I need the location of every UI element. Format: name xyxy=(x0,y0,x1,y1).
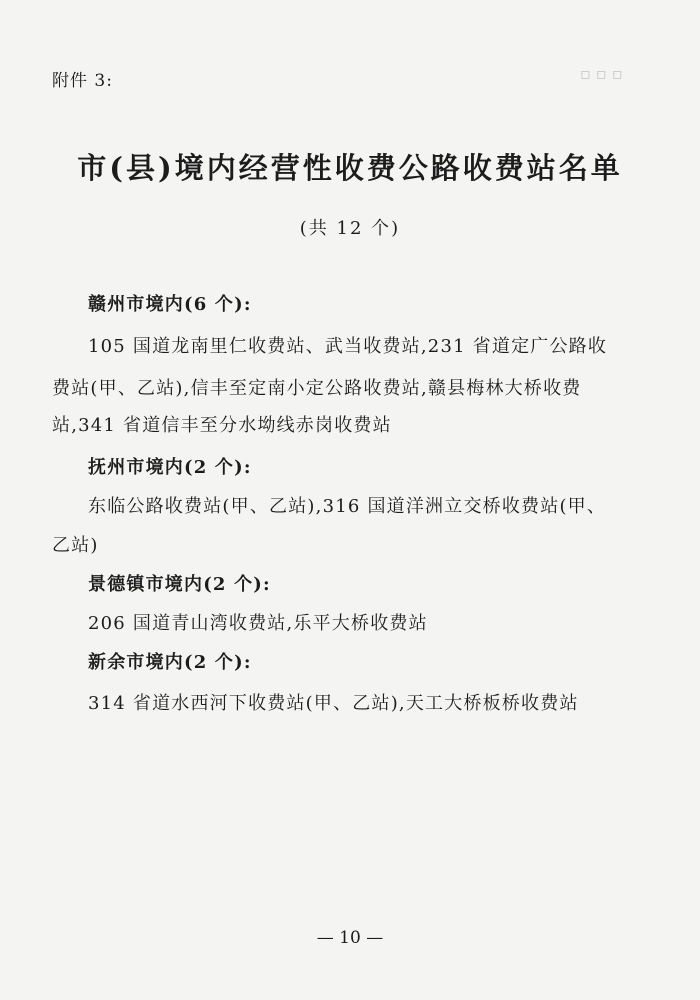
page-number: — 10 — xyxy=(316,928,384,948)
page-title: 市(县)境内经营性收费公路收费站名单 xyxy=(77,151,623,185)
section-heading-xinyu: 新余市境内(2 个): xyxy=(88,652,252,673)
section-text-fuzhou-line1: 东临公路收费站(甲、乙站),316 国道洋洲立交桥收费站(甲、 xyxy=(88,496,607,517)
section-text-ganzhou-line2: 费站(甲、乙站),信丰至定南小定公路收费站,赣县梅林大桥收费 xyxy=(52,378,582,399)
attachment-label: 附件 3: xyxy=(52,71,113,91)
section-heading-fuzhou: 抚州市境内(2 个): xyxy=(88,457,252,478)
section-heading-ganzhou: 赣州市境内(6 个): xyxy=(88,294,252,315)
section-text-jingdezhen-line1: 206 国道青山湾收费站,乐平大桥收费站 xyxy=(88,613,428,634)
section-heading-jingdezhen: 景德镇市境内(2 个): xyxy=(88,574,271,595)
section-text-ganzhou-line1: 105 国道龙南里仁收费站、武当收费站,231 省道定广公路收 xyxy=(88,336,608,357)
section-text-ganzhou-line3: 站,341 省道信丰至分水坳线赤岗收费站 xyxy=(52,415,392,436)
show-through-marks: ▫ ▫ ▫ xyxy=(580,64,623,83)
section-text-fuzhou-line2: 乙站) xyxy=(52,535,99,556)
section-text-xinyu-line1: 314 省道水西河下收费站(甲、乙站),天工大桥板桥收费站 xyxy=(88,693,579,714)
page-subtitle: (共 12 个) xyxy=(299,218,401,239)
